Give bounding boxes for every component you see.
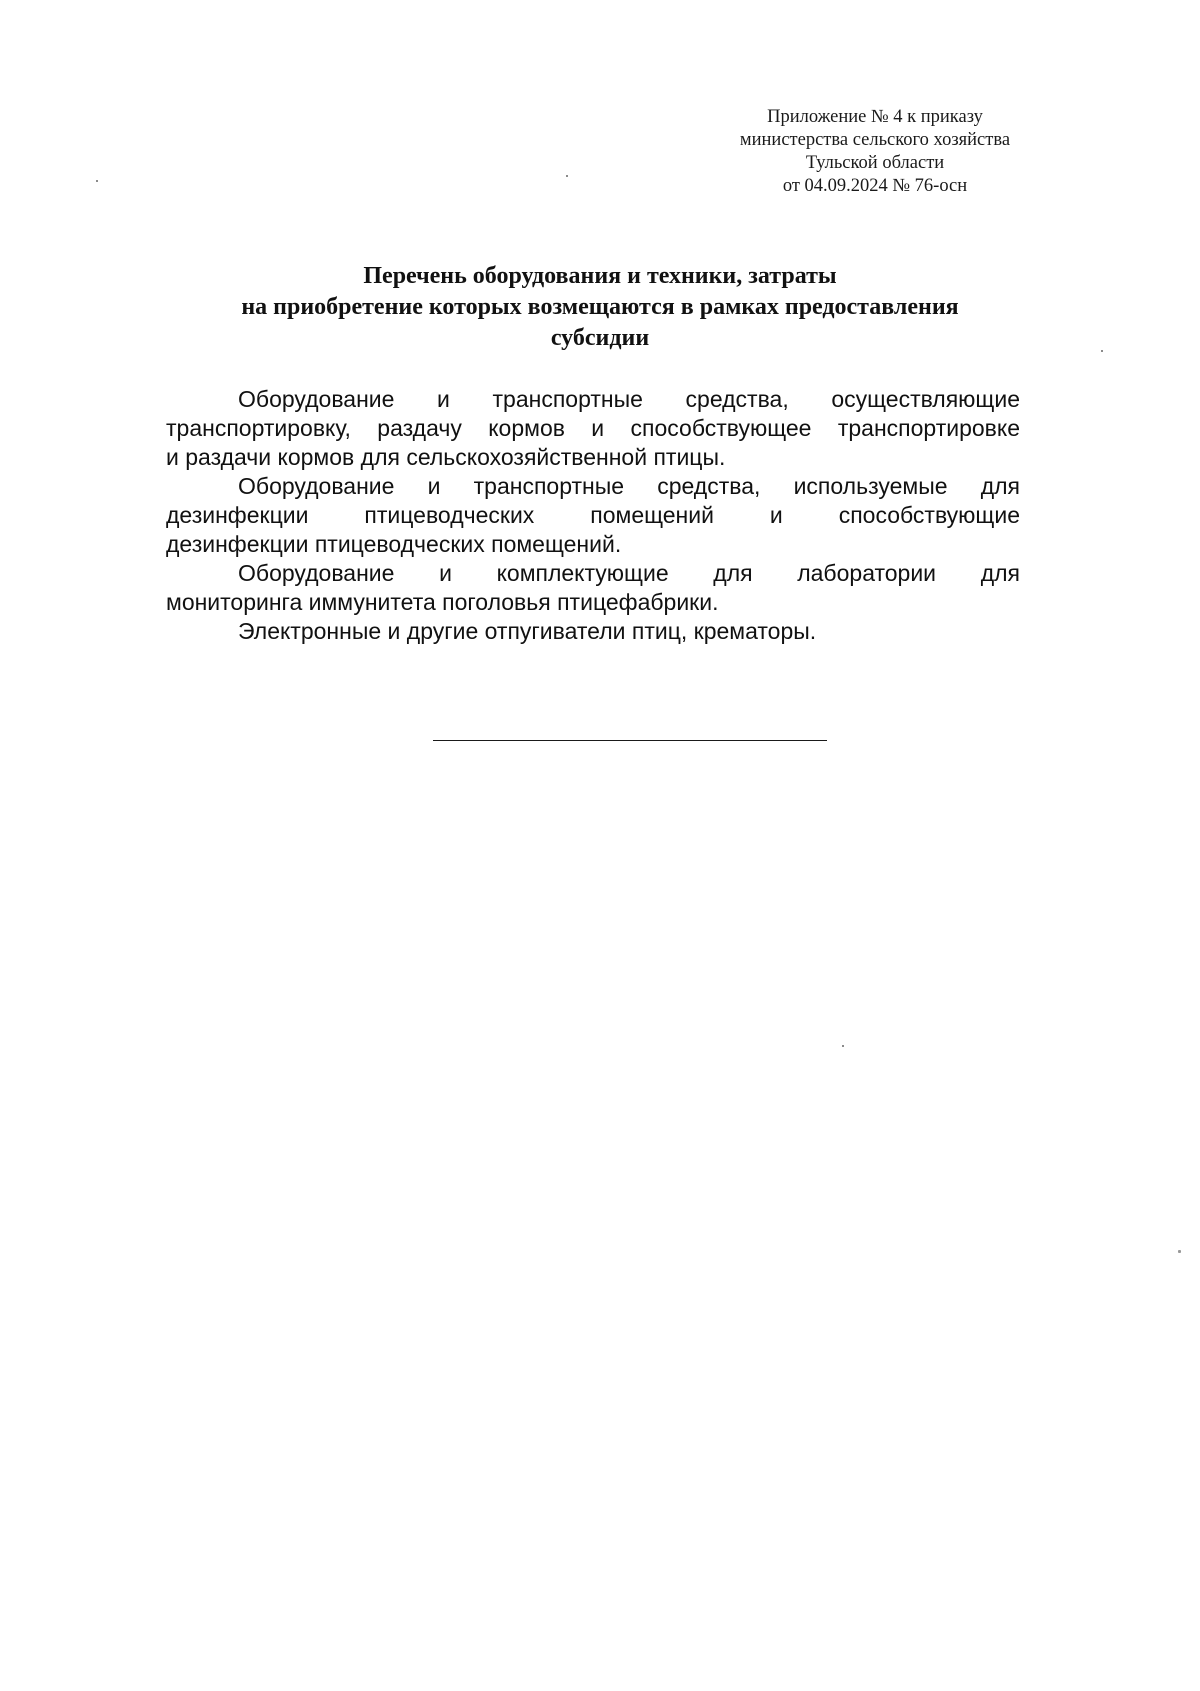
- paragraph-line: дезинфекции птицеводческих помещений и способствующие: [166, 502, 1020, 528]
- paragraph-line: Оборудование и транспортные средства, осуществляющие: [238, 386, 1020, 412]
- appendix-line: Приложение № 4 к приказу: [767, 107, 983, 127]
- paragraph: [166, 385, 1020, 472]
- scan-speck: [566, 175, 568, 177]
- paragraph-line: Оборудование и транспортные средства, используемые для: [238, 473, 1020, 499]
- paragraph: [166, 472, 1020, 559]
- paragraph: [166, 617, 1020, 646]
- scan-speck: [96, 180, 98, 182]
- scan-speck: [1101, 350, 1103, 352]
- appendix-line: министерства сельского хозяйства: [739, 130, 1011, 150]
- paragraph-line: транспортировку, раздачу кормов и способствующее транспортировке: [166, 415, 1020, 441]
- document-title: [130, 261, 1070, 354]
- paragraph-line: дезинфекции птицеводческих помещений.: [166, 531, 622, 557]
- paragraph-line: мониторинга иммунитета поголовья птицефабрики.: [166, 589, 719, 615]
- appendix-header: [700, 106, 1050, 198]
- scan-speck: [1178, 1250, 1181, 1253]
- scan-speck: [842, 1045, 844, 1047]
- title-line: субсидии: [550, 325, 650, 351]
- paragraph-line: Электронные и другие отпугиватели птиц, крематоры.: [238, 618, 817, 644]
- title-line: на приобретение которых возмещаются в рамках предоставления: [241, 294, 959, 320]
- paragraph-line: Оборудование и комплектующие для лаборатории для: [238, 560, 1020, 586]
- end-divider: [433, 740, 827, 741]
- appendix-line: от 04.09.2024 № 76-осн: [782, 176, 968, 196]
- document-body: [166, 385, 1020, 646]
- paragraph-line: и раздачи кормов для сельскохозяйственной птицы.: [166, 444, 726, 470]
- appendix-line: Тульской области: [805, 153, 945, 173]
- paragraph: [166, 559, 1020, 617]
- title-line: Перечень оборудования и техники, затраты: [363, 263, 837, 289]
